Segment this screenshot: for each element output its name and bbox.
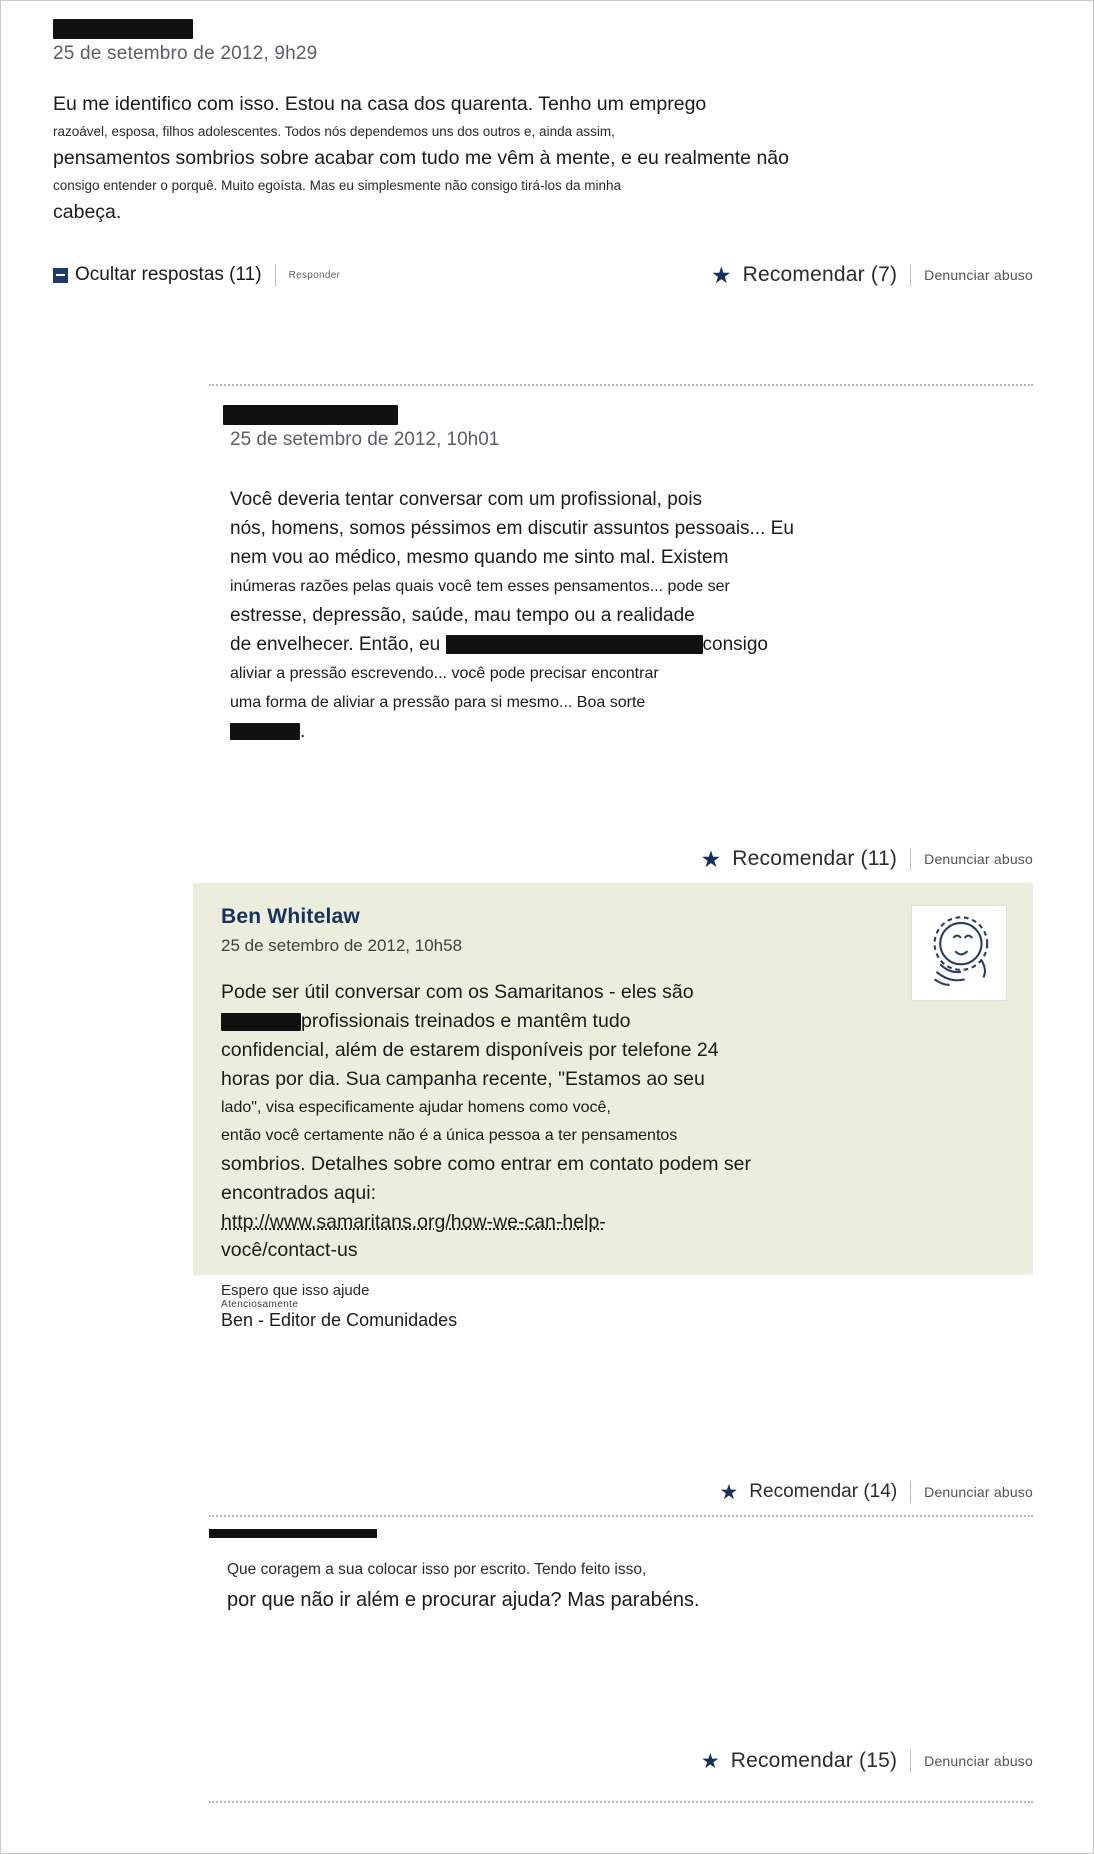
redacted-author-name bbox=[223, 405, 398, 425]
editor-line-3: confidencial, além de estarem disponíveis por telefone 24 bbox=[221, 1039, 719, 1061]
reply-1-line-7: aliviar a pressão escrevendo... você pode precisar encontrar bbox=[230, 665, 659, 682]
lion-crest-avatar bbox=[911, 905, 1007, 1001]
reply-1-line-1: Você deveria tentar conversar com um profissional, pois bbox=[230, 489, 703, 510]
redacted-text bbox=[446, 635, 703, 654]
divider bbox=[910, 1750, 911, 1772]
editor-line-2-text: profissionais treinados e mantêm tudo bbox=[301, 1010, 631, 1032]
editor-line-5: lado", visa especificamente ajudar homens como você, bbox=[221, 1099, 611, 1116]
recommend-button[interactable]: Recomendar (14) bbox=[749, 1481, 898, 1502]
reply-1-line-6-text: de envelhecer. Então, eu bbox=[230, 634, 441, 655]
thread-separator bbox=[209, 384, 1033, 386]
reply-comment-1 bbox=[223, 405, 1033, 746]
editor-closing: Atenciosamente bbox=[221, 1299, 299, 1310]
recommend-button[interactable]: Recomendar (11) bbox=[732, 847, 898, 870]
editor-author-name: Ben Whitelaw bbox=[221, 905, 360, 928]
reply-2-line-2: por que não ir além e procurar ajuda? Mas parabéns. bbox=[227, 1588, 700, 1611]
editor-comment bbox=[193, 883, 1033, 1330]
editor-comment-body bbox=[221, 978, 821, 1331]
reply-1-actions bbox=[561, 847, 1033, 871]
divider bbox=[910, 1481, 911, 1503]
recommend-button[interactable]: Recomendar (7) bbox=[742, 263, 898, 286]
editor-line-1: Pode ser útil conversar com os Samaritanos - eles são bbox=[221, 981, 694, 1003]
editor-timestamp: 25 de setembro de 2012, 10h58 bbox=[221, 936, 463, 955]
root-comment-line-3: pensamentos sombrios sobre acabar com tudo me vêm à mente, e eu realmente não bbox=[53, 147, 789, 169]
reply-2-body bbox=[227, 1562, 867, 1610]
editor-signature: Ben - Editor de Comunidades bbox=[221, 1310, 458, 1330]
root-comment bbox=[53, 19, 1033, 223]
reply-1-line-8: uma forma de aliviar a pressão para si mesmo... Boa sorte bbox=[230, 694, 646, 711]
report-abuse-button[interactable]: Denunciar abuso bbox=[924, 1484, 1033, 1500]
reply-1-timestamp: 25 de setembro de 2012, 10h01 bbox=[230, 429, 500, 450]
reply-1-line-9 bbox=[230, 717, 870, 746]
reply-1-line-6-tail: consigo bbox=[702, 634, 768, 655]
hide-replies-button[interactable]: Ocultar respostas (11) bbox=[75, 264, 262, 285]
report-abuse-button[interactable]: Denunciar abuso bbox=[924, 851, 1033, 867]
redacted-name bbox=[230, 723, 300, 740]
editor-line-6: então você certamente não é a única pessoa a ter pensamentos bbox=[221, 1127, 678, 1144]
samaritans-link-line-2[interactable]: você/contact-us bbox=[221, 1239, 358, 1261]
reply-1-line-2: nós, homens, somos péssimos em discutir assuntos pessoais... Eu bbox=[230, 518, 794, 539]
reply-1-line-5: estresse, depressão, saúde, mau tempo ou a realidade bbox=[230, 605, 695, 626]
root-comment-line-2: razoável, esposa, filhos adolescentes. Todos nós dependemos uns dos outros e, ainda assim, bbox=[53, 123, 615, 139]
editor-signoff: Espero que isso ajude bbox=[221, 1282, 370, 1299]
editor-line-8: encontrados aqui: bbox=[221, 1182, 377, 1204]
redacted-author-name bbox=[53, 19, 193, 39]
reply-1-line-4: inúmeras razões pelas quais você tem esses pensamentos... pode ser bbox=[230, 578, 730, 595]
editor-comment-inner bbox=[193, 883, 1033, 1331]
reply-1-body bbox=[230, 485, 870, 746]
star-icon[interactable]: ★ bbox=[700, 1749, 720, 1773]
root-comment-line-1: Eu me identifico com isso. Estou na casa dos quarenta. Tenho um emprego bbox=[53, 93, 707, 115]
recommend-button[interactable]: Recomendar (15) bbox=[730, 1749, 898, 1772]
spacer bbox=[221, 1264, 821, 1282]
root-comment-line-5: cabeça. bbox=[53, 201, 122, 223]
reply-2-actions bbox=[561, 1749, 1033, 1773]
divider bbox=[910, 848, 911, 870]
samaritans-link-line-1[interactable]: http://www.samaritans.org/how-we-can-help- bbox=[221, 1211, 606, 1233]
editor-comment-actions bbox=[561, 1481, 1033, 1503]
report-abuse-button[interactable]: Denunciar abuso bbox=[924, 1753, 1033, 1769]
reply-2-line-1: Que coragem a sua colocar isso por escrito. Tendo feito isso, bbox=[227, 1561, 647, 1578]
redacted-text bbox=[221, 1013, 301, 1031]
editor-line-4: horas por dia. Sua campanha recente, "Estamos ao seu bbox=[221, 1068, 705, 1090]
report-abuse-button[interactable]: Denunciar abuso bbox=[924, 267, 1033, 283]
thread-separator bbox=[209, 1515, 1033, 1517]
root-comment-timestamp: 25 de setembro de 2012, 9h29 bbox=[53, 43, 318, 64]
reply-comment-2 bbox=[209, 1529, 1029, 1610]
divider bbox=[910, 264, 911, 286]
root-comment-body bbox=[53, 95, 793, 223]
divider bbox=[275, 264, 276, 286]
star-icon[interactable]: ★ bbox=[700, 845, 722, 872]
reply-1-line-9-tail: . bbox=[300, 721, 306, 742]
star-icon[interactable]: ★ bbox=[710, 261, 732, 288]
reply-1-line-6 bbox=[230, 630, 870, 659]
star-icon[interactable]: ★ bbox=[719, 1480, 739, 1504]
thread-separator bbox=[209, 1801, 1033, 1803]
editor-line-7: sombrios. Detalhes sobre como entrar em contato podem ser bbox=[221, 1153, 751, 1175]
reply-button[interactable]: Responder bbox=[288, 269, 341, 281]
collapse-toggle-icon[interactable] bbox=[53, 268, 68, 283]
root-comment-actions bbox=[53, 263, 1033, 287]
redacted-author-name bbox=[209, 1529, 377, 1538]
root-comment-line-4: consigo entender o porquê. Muito egoísta. Mas eu simplesmente não consigo tirá-los da minha bbox=[53, 177, 622, 193]
editor-line-2 bbox=[221, 1007, 821, 1036]
reply-1-line-3: nem vou ao médico, mesmo quando me sinto mal. Existem bbox=[230, 547, 729, 568]
